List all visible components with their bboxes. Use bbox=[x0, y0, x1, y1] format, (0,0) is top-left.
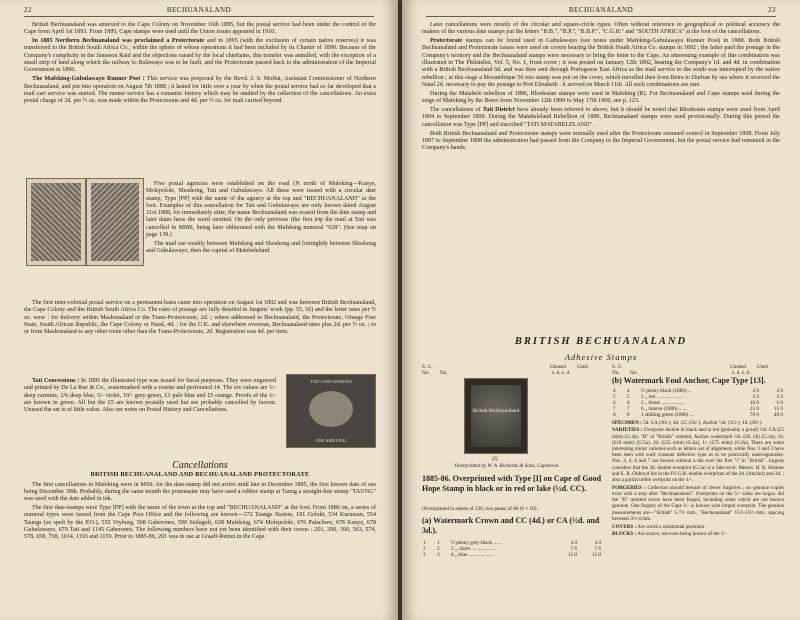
tati-district-lead: The cancellations of bbox=[430, 107, 481, 114]
catalogue-no-cell: 4 bbox=[627, 387, 630, 394]
cancellations-subheading: BRITISH BECHUANALAND AND BECHUANALAND PROTECTORATE bbox=[90, 471, 310, 479]
intercolonial-column bbox=[24, 300, 376, 338]
catalogue-used-cell: 4 0 bbox=[594, 540, 601, 546]
tati-title: Tati Concessions : bbox=[32, 378, 80, 384]
adhesive-stamps-heading: Adhesive Stamps bbox=[564, 352, 638, 362]
catalogue-desc-cell: 6 „ mauve (1886) ...... bbox=[641, 405, 687, 412]
stamp-overprint-text: British Bechuanaland bbox=[472, 409, 520, 414]
catalogue-unused-cell: 4 0 bbox=[570, 540, 577, 546]
right-catalogue-column bbox=[612, 360, 784, 539]
right-running-title: BECHUANALAND bbox=[568, 6, 634, 14]
specimen-label: SPECIMEN : bbox=[612, 419, 642, 426]
catalogue-sg-cell: 7 bbox=[613, 405, 616, 412]
varieties-text: Overprint double in black and in red (probably a proof) ½d. CA (£5 mint) (G.4a). "B" of "British" omitted, Anchor watermark ½d. (£6, £8) (G.4a), 1d. (£18 mint) (G.5a), 2d. (£25 mint) (G.6a), 1/- (£75 mint) (G.8a). There are some interesting minor varieties such as letters out of alignment, while Nos. 1 and 3 have been seen with such constant defective type as to be practically unrecognisable. Nos. 2, 4, 6 and 7 are known without a dot over the first "i" in "British". Jurgens considers that the 3d. double overprint (G.5a) is a fake error. Messrs. H. R. Holmes and E. R. Oldroyd list in the P.J.G.B. double overprints of the 2d. (Anchor) and 3d. ; also a partial treble overprint on the 1/-. bbox=[612, 427, 785, 483]
right-top-column bbox=[422, 22, 780, 154]
table-b bbox=[612, 388, 784, 418]
table-row bbox=[612, 412, 784, 418]
left-top-column bbox=[24, 22, 376, 107]
wmk-a-heading: (a) Watermark Crown and CC (4d.) or CA (½d. and 3d.). bbox=[422, 516, 600, 535]
overprinted-by: Overprinted by W. A. Richards & Sons, Capetown. bbox=[454, 463, 560, 469]
catalogue-used-cell: 7 6 bbox=[594, 546, 601, 552]
matabele-paragraph: During the Matabele rebellion of 1896, Rhodesian stamps were used in Mafeking (R). For Bechuanaland and Cape stamps used during the seige of Mafeking by the Boers from November 12th 1899 to May 17th 1900, see p. 123. bbox=[422, 90, 780, 105]
protectorate-title: Protectorate bbox=[430, 38, 463, 45]
offices-paragraph: Five postal agencies were established on the road (N north of Mafeking—Kanye, Molepolole, Shoshong, Tati and Gubulawayo. All these were issued with a circular date stamp, Type [PP] with the name of the agency at the top and "BECHUANALAND" at the foot. Examples of this cancellation for Tati and Gubulawayo are only known dated August 21st 1888, for immediately after, the name Bechuanaland was erased from the date stamp and later dates have the word omitted. On the only previous (the first trip the mail at Tati was cancelled in MMS, being later obliterated with the Mafeking numeral "638". (See map on page 139.) bbox=[146, 181, 376, 239]
tati-district-title: Tati District bbox=[482, 107, 515, 114]
covers-label: COVERS : bbox=[612, 523, 637, 530]
catalogue-no-cell: 3 bbox=[437, 552, 440, 558]
catalogue-no-cell: 6 bbox=[627, 399, 630, 406]
catalogue-used-cell: 12 0 bbox=[591, 552, 601, 558]
tati-stamp-image bbox=[286, 374, 376, 448]
right-running-head bbox=[426, 6, 776, 17]
stamp-pattern-2 bbox=[91, 183, 139, 261]
cancelled-stamp-image-2 bbox=[86, 178, 144, 266]
catalogue-used-cell: 5 0 bbox=[776, 393, 783, 400]
catalogue-unused-cell: 2 0 bbox=[752, 387, 759, 394]
header-no-b: No. bbox=[612, 370, 620, 376]
later-cancellations-paragraph: Later cancellations were mostly of the circular and square-circle types. Often without reference to geographical or political accuracy the makers of the various date stamps put the letters "B.B.", "B.P.", "B.B.P.", "C.G.H." and "SOUTH AFRICA" at the foot of the cancellations. bbox=[422, 22, 780, 36]
catalogue-desc-cell: 4 „ blue ................... bbox=[451, 552, 494, 558]
issue-subtitle: (Overprinted in sheets of 120, two panes of 60 (6 × 10). bbox=[422, 506, 538, 512]
cancellations-heading: Cancellations bbox=[172, 460, 228, 471]
catalogue-sg-cell: 5 bbox=[613, 393, 616, 400]
elephant-icon bbox=[309, 391, 353, 427]
catalogue-sg-cell: 1 bbox=[423, 540, 426, 546]
header-used-b: Used bbox=[757, 364, 768, 370]
cancellations-paragraph-2: The first date-stamps were Type [PP] with the name of the town at the top and "BECHUANALAND" at the foot. From 1886 on, a series of numeral types were issued from the Cape Post Office and the following are known—172 Taungs Station, 181 Gelukt, 534 Kuruman, 554 Taungs (so spelt by the P.O.), 555 Vryburg, 568 Gaberones, 590 Setlagoli, 638 Mafeking, 674 Molepolole, 676 Palachwe, 678 Kanye, 678 Gubulawayo, 679 Tati and 1145 Gaberones. The following numbers have not yet been identified with their towns : 201, 290, 390, 563, 574, 578, 658, 758, 1014, 1193 and 1159. Prior to 1885-86, 201 was in use at Graaff-Reinet in the Cape. bbox=[24, 505, 376, 541]
catalogue-sg-cell: 2 bbox=[423, 546, 426, 552]
header-unused-b: Unused bbox=[730, 364, 746, 370]
left-running-title: BECHUANALAND bbox=[166, 6, 232, 14]
intercolonial-paragraph: The first inter-colonial postal service on a permanent basis came into operation on August 1st 1892 and was between British Bechuanaland, the Cape Colony and the British South Africa Co. The rates of postage are fully detailed in Jurgens' work (pp. 55, 56) and the letter rates per ½ oz. were : for delivery within Mashonaland or the Trans-Protectorate, 2d. ; where addressed to Bechuanaland, the Protectorate, Orange Free State, South African Republic, the Cape Colony or Natal, 4d. ; for the U.K. and elsewhere overseas, Bechuanaland rates plus 2d. per ½ oz. ; to or from Mashonaland to any other route other than the Trans-Protectorate, 2d. Registration was 4d. per item. bbox=[24, 300, 376, 336]
header-no: No. bbox=[422, 370, 430, 376]
forgeries-label: FORGERIES : bbox=[612, 484, 646, 491]
catalogue-sg-cell: 8 bbox=[613, 411, 616, 418]
tati-district-body: have already been referred to above, but it should be noted that Rhodesian stamps were used from April 1894 to September 1898. During the Matabeleland Rebellion of 1896, Bechuanaland stamps were used provisionally. During this period the cancellation was Type [PP] and inscribed "TATI MATABELELAND". bbox=[422, 107, 781, 128]
header-used: Used bbox=[577, 364, 588, 370]
catalogue-unused-cell: 25 0 bbox=[749, 405, 759, 412]
right-col-headers bbox=[612, 360, 784, 376]
catalogue-no-cell: 8 bbox=[627, 411, 630, 418]
left-catalogue-column bbox=[422, 360, 604, 376]
right-page bbox=[402, 0, 800, 620]
specimen-text: 5d. CA (30/-), 4d. CC (50/-), Anchor ½d. (15/-), 1d. (30/-). bbox=[643, 419, 763, 426]
runner-post-body: This service was proposed by the Revd. J. S. Moffat, Assistant Commissioner of Northern Bechuanaland, and put into operation on August 7th 1888 ; it lasted for little over a year by when the postal service had so far developed that a mail cart service was started. The runner service has a romantic history which may be studied by the collection of the cancellations. An extra postal charge of 2d. per ½ oz. was made within the Protectorate and 4d. per ½ oz. for mail carried beyond. bbox=[24, 76, 376, 105]
left-page-number: 22 bbox=[24, 6, 32, 14]
covers-text: Are worth a substantial premium. bbox=[637, 523, 706, 530]
catalogue-used-cell: 40 0 bbox=[773, 411, 783, 418]
tati-stamp-caption: TATI CONCESSIONS bbox=[309, 379, 353, 384]
catalogue-used-cell: 1 0 bbox=[776, 399, 783, 406]
blocks-text: Are scarce, not even being known of the 1/-. bbox=[637, 531, 728, 538]
forgeries-text: Collectors should beware of clever forgeries ; no genuine copies exist with a stop after "Bechuanaland". Overprints on the 5/- value are bogus. All the "B" omitted errors have been forged, including some which are not known genuine. One forgery of the Cape 1/- is known with forged overprint. The genuine measurements are—"British" 5·7½ mm., "Bechuanaland" 15½-15½ mm., spacing between 3½-4 mm. bbox=[612, 484, 784, 522]
header-no2-b: No. bbox=[630, 370, 638, 376]
tati-stamp-value: ONE SHILLING bbox=[315, 438, 347, 443]
protectorate-1885-title: In 1885 Northern Bechuanaland was proclaimed a Protectorate bbox=[32, 38, 205, 45]
left-col-headers bbox=[422, 360, 604, 376]
mail-paragraph: The mail ran weekly between Mafeking and Shoshong and fortnightly between Shoshong and Gubulawayo, then the capital of Matebeleland. bbox=[146, 240, 376, 255]
catalogue-unused-cell: 5 0 bbox=[752, 393, 759, 400]
catalogue-no-cell: 5 bbox=[627, 393, 630, 400]
british-bechuanaland-heading: BRITISH BECHUANALAND bbox=[514, 336, 688, 347]
offices-column bbox=[146, 181, 376, 257]
left-running-head bbox=[24, 6, 374, 17]
catalogue-sg-cell: 4 bbox=[613, 387, 616, 394]
catalogue-sg-cell: 6 bbox=[613, 399, 616, 406]
catalogue-unused-cell: 70 0 bbox=[749, 411, 759, 418]
runner-post-title: The Mafeking-Gubulawayo Runner Post : bbox=[32, 76, 145, 83]
right-page-number: 23 bbox=[768, 6, 776, 14]
catalogue-no-cell: 7 bbox=[627, 405, 630, 412]
table-row bbox=[422, 552, 602, 558]
catalogue-desc-cell: 1 shilling green (1886) ... bbox=[641, 411, 694, 418]
catalogue-desc-cell: ½ penny grey-black ...... bbox=[451, 540, 502, 546]
stamp-portrait bbox=[471, 385, 521, 447]
notes-column bbox=[612, 420, 784, 538]
catalogue-used-cell: 15 0 bbox=[773, 405, 783, 412]
catalogue-desc-cell: ½ penny black (1886) ... bbox=[641, 387, 692, 394]
protectorate-1885-body: and in 1895 (with the exclusion of certain native reserves) it was transferred to the British South Africa Co., within the sphere of whose operations it had been included by its Charter of 1890. Because of the Company's complicity in the Jameson Raid and the objections raised by the local chieftains, this transfer was annulled, with the exception of a small strip of land along which the railway to Bulawayo was to be built, and the Protectorate passed back to the administration of the Imperial Government in 1896. bbox=[24, 38, 376, 74]
blocks-label: BLOCKS : bbox=[612, 531, 637, 538]
both-issues-paragraph: Both British Bechuanaland and Protectorate stamps were normally used after the Protectorate resumed control in September 1898. From July 1897 to September 1898 the administration had passed from the Company to the Imperial Government, but the postal service had remained in the Company's hands. bbox=[422, 130, 780, 152]
catalogue-no-cell: 1 bbox=[437, 540, 440, 546]
table-a bbox=[422, 540, 602, 558]
header-no2: No. bbox=[440, 370, 448, 376]
cancellations-paragraph-1: The first cancellations in Mafeking were in MSS. for the date-stamp did not arrive until late in December 1885, the first known date of use being December 30th. Probably, during the same month the postmaster may have used a rubber stamp at Taung a straight-line stamp "TAUNG" was used with the date added in ink. bbox=[24, 481, 376, 503]
wmk-b-heading: (b) Watermark Foul Anchor, Cape Type [13]. bbox=[612, 376, 766, 385]
catalogue-desc-cell: 2 „ bistre .................. bbox=[641, 399, 685, 406]
header-sg-b: S. G. bbox=[612, 364, 623, 370]
catalogue-unused-cell: 7 6 bbox=[570, 546, 577, 552]
intro-paragraph: British Bechuanaland was annexed to the Cape Colony on November 16th 1895, but the postal service had been under the control of the Cape from April 1st 1893. From 1895, Cape stamps were used until the Union issues appeared in 1910. bbox=[24, 22, 376, 36]
varieties-label: VARIETIES : bbox=[612, 427, 643, 434]
catalogue-desc-cell: 1 „ red .................... bbox=[641, 393, 683, 400]
cancellations-column bbox=[24, 458, 376, 543]
catalogue-used-cell: 2 0 bbox=[776, 387, 783, 394]
catalogue-desc-cell: 3 „ claret .................. bbox=[451, 546, 495, 552]
stamp-pattern bbox=[31, 183, 81, 261]
issue-title: 1885-86. Overprinted with Type [I] on Cape of Good Hope Stamp in black or in red or lake (½d. CC). bbox=[422, 474, 602, 493]
catalogue-unused-cell: 12 0 bbox=[567, 552, 577, 558]
header-unused: Unused bbox=[550, 364, 566, 370]
overprint-stamp-image bbox=[464, 378, 528, 454]
tati-column bbox=[24, 378, 276, 416]
header-sd-b: s. d. s. d. bbox=[732, 370, 751, 376]
catalogue-unused-cell: 10 0 bbox=[749, 399, 759, 406]
header-sd: s. d. s. d. bbox=[552, 370, 571, 376]
header-sg: S. G. bbox=[422, 364, 433, 370]
tati-body: In 1895 the illustrated type was issued for fiscal purposes. They were engraved and printed by De La Rue & Co., watermarked with a rosette and perforated 14. The six values are 1/- deep carmine, 2/6 deep blue, 5/- violet, 10/- grey-green, £1 pale blue and £5 orange. Proofs of the 1/- are known in green. All but the £5 are known postally used but are probably cancelled by favour. Unused the set is of little value. Also see notes on Postal History and Cancellations. bbox=[24, 378, 277, 414]
catalogue-sg-cell: 3 bbox=[423, 552, 426, 558]
catalogue-no-cell: 2 bbox=[437, 546, 440, 552]
protectorate-body: stamps can be found used in Gubulawayo (see notes under Mafeking-Gubulawayo Runner Post) in 1888. Both British Bechuanaland and Protectorate issues were used on covers bearing the British South Africa Co. stamps in 1892 ; the latter paid the postage in the Company's territory and the Bechuanaland stamps were necessary to bring the letter to the Cape. An interesting example of this combination was illustrated in The Philatelist, Vol. 5, No. 1, front cover ; it was posted on January 12th 1892, bearing the Company's 1d. and 4d. in combination with a British Bechuanaland 6d. and was then sent through Portuguese East Africa as the mail service to the south was interrupted by the native rebellion ; at this stage a Mozambique 50 reis stamp was put on the cover, which travelled then from Beira to Durban by sea where it received the Natal 2d. necessary to pay the postage to Port Elizabeth : it arrived on March 11th. All such combinations are rare. bbox=[422, 38, 780, 88]
figure-caption: [I] bbox=[492, 456, 498, 462]
cancelled-stamp-image bbox=[26, 178, 86, 266]
left-page bbox=[0, 0, 398, 620]
